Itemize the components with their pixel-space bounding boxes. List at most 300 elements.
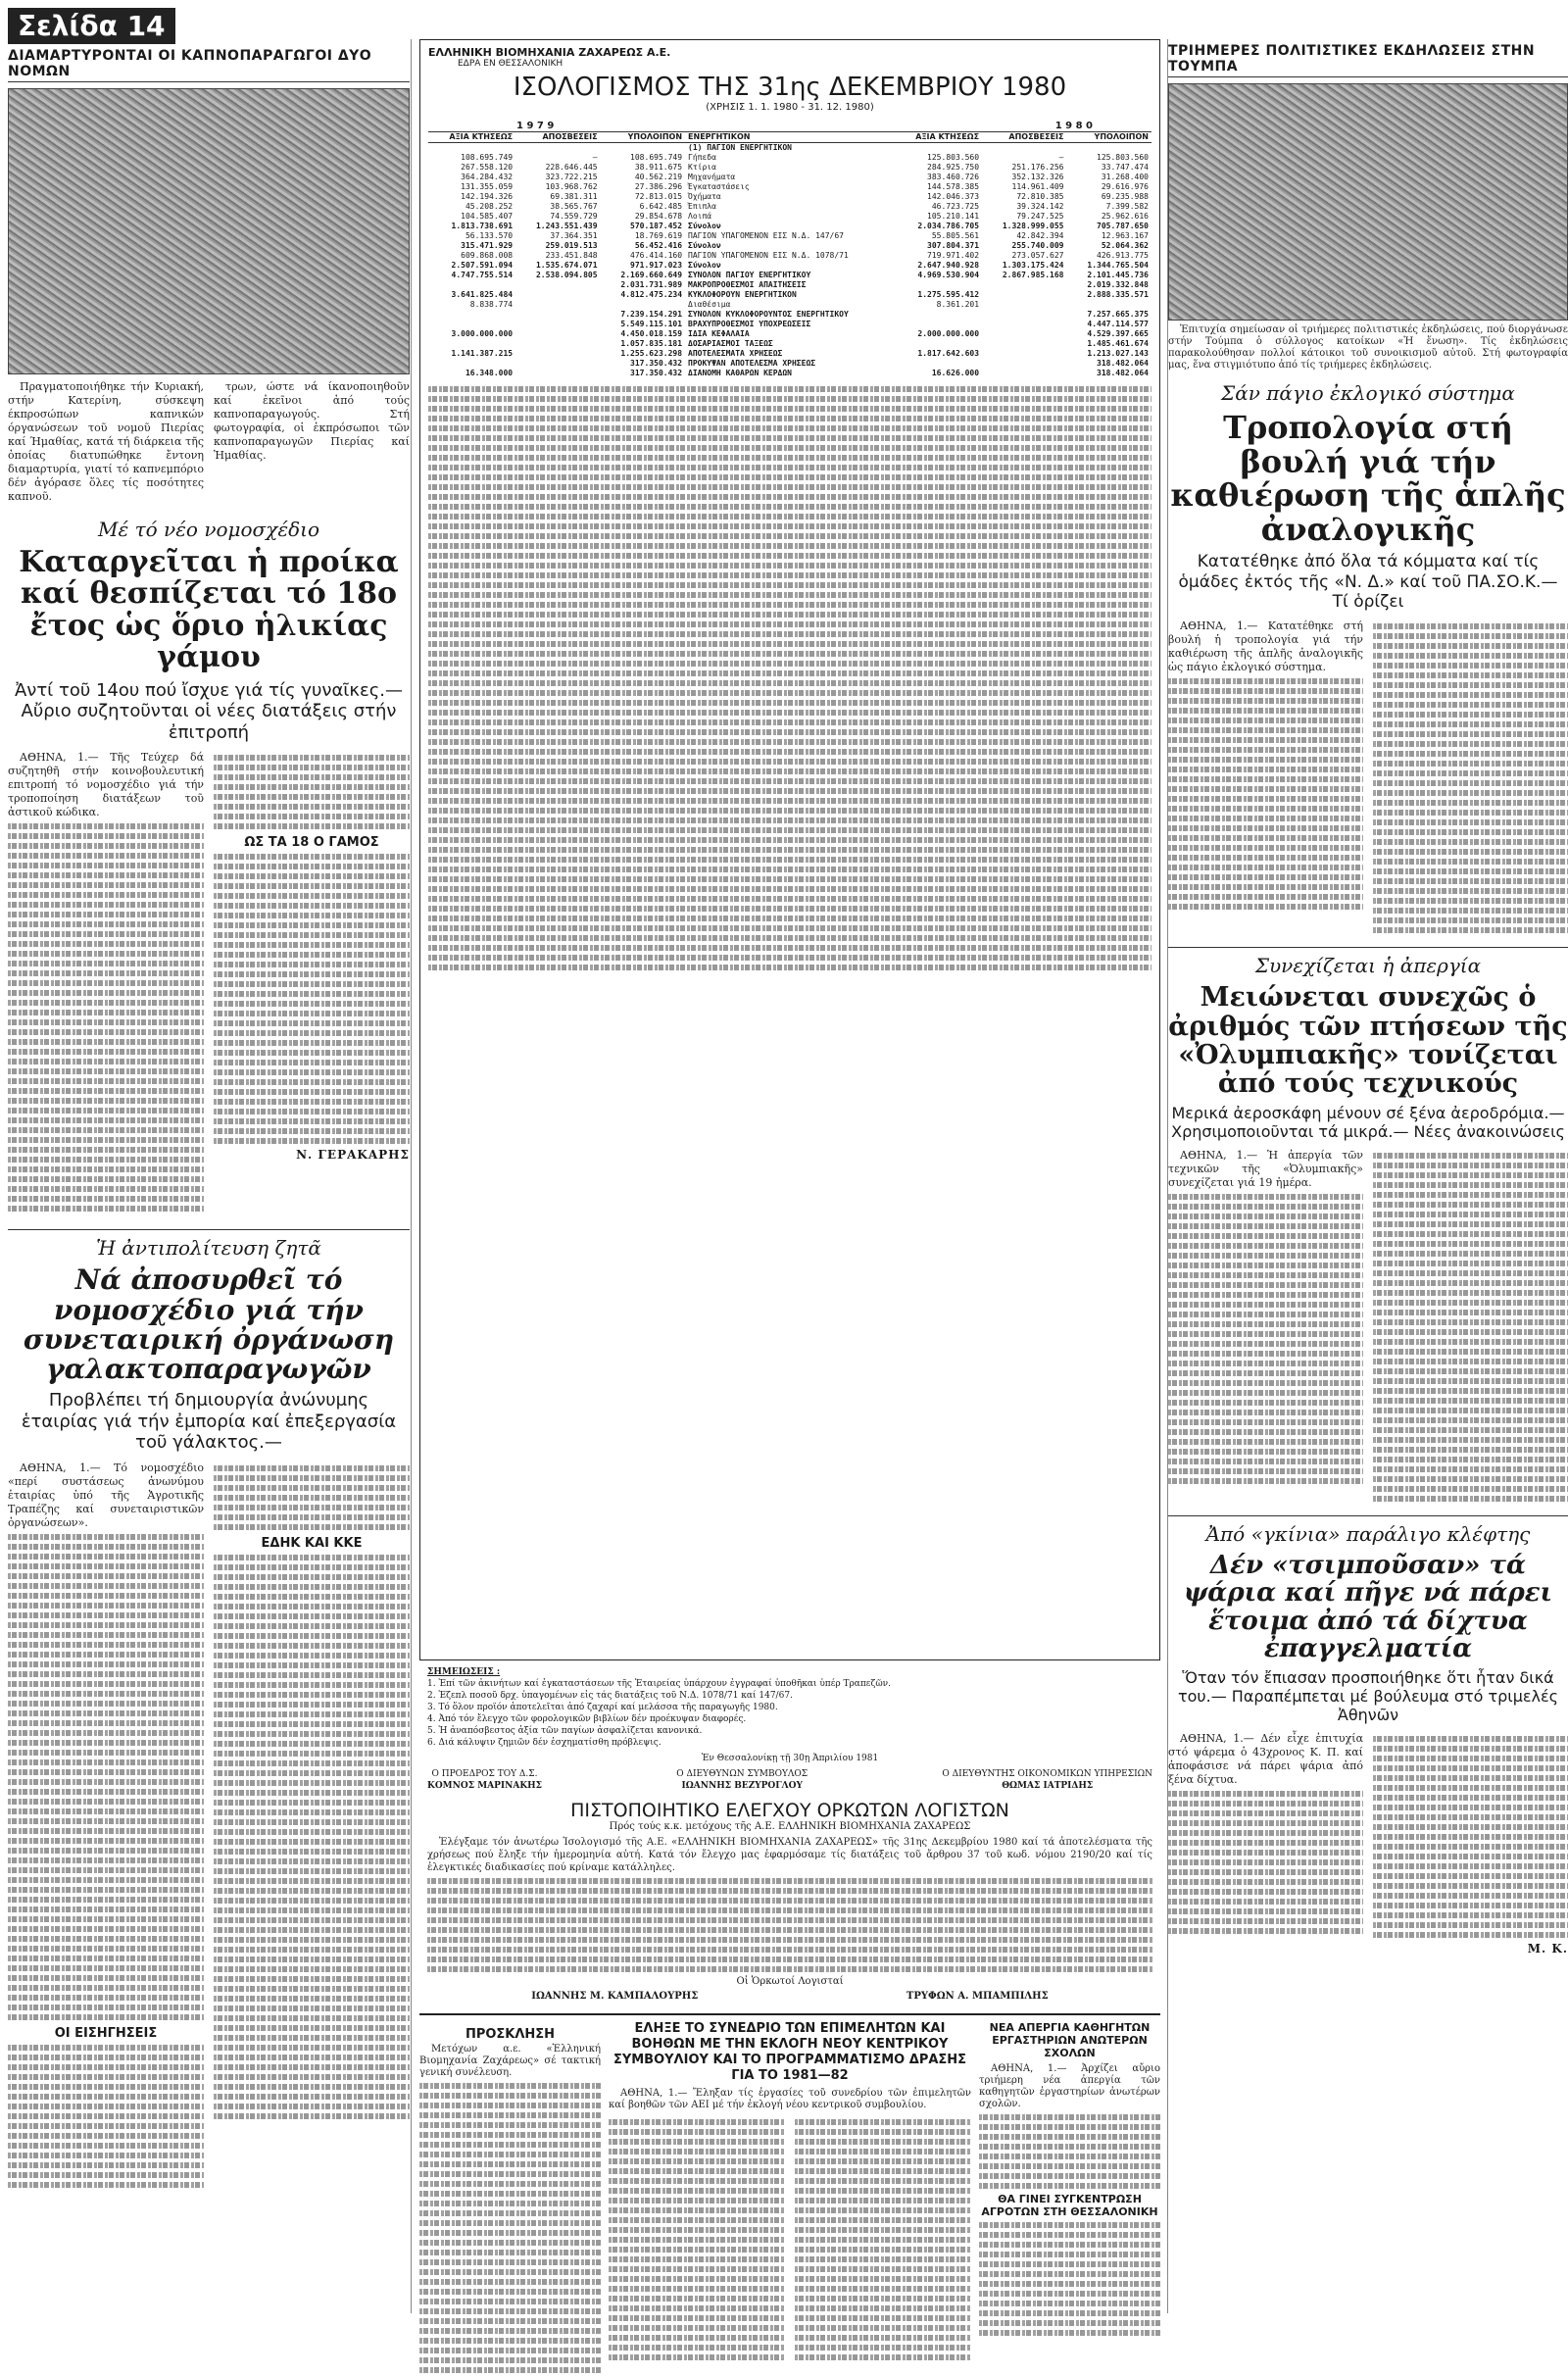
dairy-text-block-4 bbox=[8, 2045, 204, 2188]
bs-cell-value: 719.971.402 bbox=[927, 251, 980, 260]
bs-cell-value: 233.451.848 bbox=[545, 251, 598, 260]
bs-row bbox=[428, 280, 1152, 290]
dairy-subsection-reports: ΟΙ ΕΙΣΗΓΗΣΕΙΣ bbox=[54, 2026, 158, 2042]
bs-row bbox=[428, 222, 1152, 231]
signer-block bbox=[942, 1768, 1152, 1792]
bs-cell-value: 46.723.725 bbox=[931, 202, 980, 211]
bs-cell-value: 2.101.445.736 bbox=[1087, 271, 1149, 279]
bs-cell-value: 383.460.726 bbox=[927, 173, 980, 181]
bs-cell-value bbox=[895, 320, 982, 329]
bs-row bbox=[428, 163, 1152, 173]
bs-col-header: ΕΝΕΡΓΗΤΙΚΟΝ bbox=[688, 132, 751, 141]
bs-cell-value: 72.813.015 bbox=[634, 192, 683, 201]
tobacco-story-text: Πραγματοποιήθηκε τήν Κυριακή, στήν Κατερίνη, σύσκεψη έκπροσώπων καπνικών όργανώσεων τοῦ νομοῦ Πιερίας καί Ήμαθίας, κατά τή διάρκεια τῆς ὁποίας διατυπώθηκε ἔντονη διαμαρτυρία, γιατί τό καπνεμπόριο δέν ἀγόρασε ὅλες τίς ποσότητες καπνοῦ. bbox=[8, 380, 204, 503]
dairy-headline: Νά ἀποσυρθεῖ τό νομοσχέδιο γιά τήν συνεταιρική ὀργάνωση γαλακτοπαραγωγῶν bbox=[23, 1263, 395, 1386]
cert-text-block bbox=[427, 1878, 1152, 1972]
bs-row bbox=[428, 173, 1152, 182]
bs-cell-value: 2.000.000.000 bbox=[917, 329, 980, 338]
tobacco-story-text-2: τρων, ώστε νά ίκανοποιηθοῦν καί ἐκεῖνοι ἀπό τούς καπνοπαραγωγούς. Στή φωτογραφία, οἱ ἐκπρόσωποι τῶν καπνοπαραγωγῶν Πιερίας καί Ἠμαθίας. bbox=[214, 380, 410, 462]
bs-cell-value: 142.194.326 bbox=[461, 192, 514, 201]
bs-cell-value: 25.962.616 bbox=[1101, 212, 1149, 221]
olympic-text-block-1 bbox=[1168, 1194, 1363, 1484]
toumpa-kicker: ΤΡΙΗΜΕΡΕΣ ΠΟΛΙΤΙΣΤΙΚΕΣ ΕΚΔΗΛΩΣΕΙΣ ΣΤΗΝ ΤΟΥΜΠΑ bbox=[1168, 43, 1568, 77]
strike-title: ΝΕΑ ΑΠΕΡΓΙΑ ΚΑΘΗΓΗΤΩΝ ΕΡΓΑΣΤΗΡΙΩΝ ΑΝΩΤΕΡΩΝ ΣΧΟΛΩΝ bbox=[989, 2021, 1151, 2059]
signer-name: ΚΟΜΝΟΣ ΜΑΡΙΝΑΚΗΣ bbox=[427, 1781, 543, 1791]
notes-title: ΣΗΜΕΙΩΣΕΙΣ : bbox=[427, 1667, 501, 1677]
bs-row bbox=[428, 349, 1152, 359]
bs-row bbox=[428, 290, 1152, 300]
tobacco-growers-photo bbox=[8, 88, 410, 374]
bs-row-label: Ἐγκαταστάσεις bbox=[688, 182, 750, 191]
bs-cell-value: 3.641.825.484 bbox=[451, 290, 514, 299]
bs-col-header: ΑΞΙΑ ΚΤΗΣΕΩΣ bbox=[915, 132, 980, 141]
bs-cell-value: 12.963.167 bbox=[1101, 231, 1149, 240]
olympic-overline: Συνεχίζεται ἡ ἀπεργία bbox=[1168, 947, 1568, 977]
dowry-text-block-3 bbox=[214, 854, 410, 1144]
bs-row-label: Διαθέσιμα bbox=[688, 300, 731, 309]
fishing-headline: Δέν «τσιμποῦσαν» τά ψάρια καί πῆγε νά πάρει ἕτοιμα ἀπό τά δίχτυα ἐπαγγελματία bbox=[1183, 1551, 1553, 1663]
bs-cell-value: 317.350.432 bbox=[630, 359, 683, 368]
note-item: 3. Τό ὅλον προϊόν ἀποτελεῖται ἀπό ζαχαρί καί μελάσσα τῆς παραγωγῆς 1980. bbox=[427, 1703, 778, 1712]
bs-row-label: ΔΙΑΝΟΜΗ ΚΑΘΑΡΩΝ ΚΕΡΔΩΝ bbox=[688, 369, 792, 377]
dairy-text-block-3 bbox=[214, 1555, 410, 2119]
signer-role: Ο ΔΙΕΥΘΥΝΤΗΣ ΟΙΚΟΝΟΜΙΚΩΝ ΥΠΗΡΕΣΙΩΝ bbox=[942, 1769, 1152, 1779]
bs-cell-value: 1.275.595.412 bbox=[917, 290, 980, 299]
bs-cell-value bbox=[895, 359, 982, 369]
dairy-subhead: Προβλέπει τή δημιουργία ἀνώνυμης ἑταιρίας γιά τήν ἐμπορία καί ἐπεξεργασία τοῦ γάλακτος.— bbox=[21, 1390, 397, 1454]
note-item: 4. Ἀπό τόν ἔλεγχο τῶν φορολογικῶν βιβλίων δέν προέκυψαν διαφορές. bbox=[427, 1714, 747, 1724]
bs-cell-value: 273.057.627 bbox=[1011, 251, 1064, 260]
bs-cell-value: 33.747.474 bbox=[1101, 163, 1149, 172]
bs-cell-value bbox=[515, 339, 600, 349]
bs-cell-value: 29.854.678 bbox=[634, 212, 683, 221]
bs-cell-value bbox=[515, 280, 600, 290]
bs-cell-value: 1.344.765.504 bbox=[1087, 261, 1149, 270]
bs-row-label: ΠΑΓΙΟΝ ΥΠΑΓΟΜΕΝΟΝ ΕΙΣ Ν.Δ. 147/67 bbox=[688, 231, 844, 240]
bs-cell-value: 317.350.432 bbox=[630, 369, 683, 377]
bs-cell-value: 37.364.351 bbox=[550, 231, 598, 240]
year-curr-label: 1 9 8 0 bbox=[1054, 121, 1093, 131]
bs-cell-value: — bbox=[1058, 153, 1064, 162]
auditor-2: ΤΡΥΦΩΝ Α. ΜΠΑΜΠΙΛΗΣ bbox=[906, 1991, 1049, 2002]
dowry-overline: Μέ τό νέο νομοσχέδιο bbox=[98, 518, 319, 541]
fiscal-period: (ΧΡΗΣΙΣ 1. 1. 1980 - 31. 12. 1980) bbox=[706, 102, 874, 113]
notes-list bbox=[427, 1678, 1152, 1749]
bs-cell-value: 72.810.385 bbox=[1016, 192, 1064, 201]
note-item: 5. Ἡ ἀναπόσβεστος ἀξία τῶν παγίων ἀσφαλίζεται κανονικά. bbox=[427, 1726, 703, 1736]
bs-cell-value: 38.911.675 bbox=[634, 163, 683, 172]
cert-signoff: Οἱ Ὁρκωτοί Λογισταί bbox=[736, 1976, 844, 1987]
bs-cell-value: 5.549.115.101 bbox=[620, 320, 683, 328]
cert-subtitle: Πρός τούς κ.κ. μετόχους τῆς Α.Ε. ΕΛΛΗΝΙΚΗ ΒΙΟΜΗΧΑΝΙΑ ΖΑΧΑΡΕΩΣ bbox=[609, 1821, 971, 1832]
bs-cell-value: 108.695.749 bbox=[630, 153, 683, 162]
auditors-certificate bbox=[427, 1800, 1152, 2002]
dairy-text-block-2 bbox=[214, 1465, 410, 1530]
bs-cell-value: 2.507.591.094 bbox=[451, 261, 514, 270]
signer-role: Ο ΔΙΕΥΘΥΝΩΝ ΣΥΜΒΟΥΛΟΣ bbox=[676, 1769, 808, 1779]
fishing-text-block-1 bbox=[1168, 1791, 1363, 1934]
cert-title: ΠΙΣΤΟΠΟΙΗΤΙΚΟ ΕΛΕΓΧΟΥ ΟΡΚΩΤΩΝ ΛΟΓΙΣΤΩΝ bbox=[570, 1800, 1009, 1821]
balance-notes bbox=[427, 1666, 1152, 1792]
bs-cell-value: 42.842.394 bbox=[1016, 231, 1064, 240]
bs-cell-value bbox=[601, 300, 685, 310]
brief-strike bbox=[979, 2021, 1160, 2377]
bs-cell-value: 4.450.018.159 bbox=[620, 329, 683, 338]
story-kicker-tobacco: ΔΙΑΜΑΡΤΥΡΟΝΤΑΙ ΟΙ ΚΑΠΝΟΠΑΡΑΓΩΓΟΙ ΔΥΟ ΝΟΜΩΝ bbox=[8, 48, 410, 82]
page-number-tag: Σελίδα 14 bbox=[8, 8, 175, 44]
signer-name: ΘΩΜΑΣ ΙΑΤΡΙΔΗΣ bbox=[1002, 1781, 1094, 1791]
signer-block bbox=[427, 1768, 542, 1792]
bs-row-label: Μηχανήματα bbox=[688, 173, 736, 181]
bs-row bbox=[428, 339, 1152, 349]
brief-invitation bbox=[419, 2021, 601, 2377]
bs-cell-value: 31.268.400 bbox=[1101, 173, 1149, 181]
bs-cell-value: 4.529.397.665 bbox=[1087, 329, 1149, 338]
election-dateline: ΑΘΗΝΑ, 1.— Κατατέθηκε στή βουλή ἡ τροπολογία γιά τήν καθιέρωση τῆς ἁπλῆς ἀναλογικῆς ὡς πάγιο ἐκλογικό σύστημα. bbox=[1168, 619, 1363, 674]
balance-sheet-title: ΙΣΟΛΟΓΙΣΜΟΣ ΤΗΣ 31ης ΔΕΚΕΜΒΡΙΟΥ 1980 bbox=[513, 73, 1067, 102]
dairy-overline: Ἡ ἀντιπολίτευση ζητᾶ bbox=[8, 1229, 410, 1260]
bs-row-label: Σύνολον bbox=[688, 261, 721, 270]
farmers-text-block bbox=[979, 2222, 1160, 2336]
bs-cell-value bbox=[895, 339, 982, 349]
cert-body: Ἐλέγξαμε τόν ἀνωτέρω Ἰσολογισμό τῆς Α.Ε. «ΕΛΛΗΝΙΚΗ ΒΙΟΜΗΧΑΝΙΑ ΖΑΧΑΡΕΩΣ» τῆς 31ης Δεκεμβρίου 1980 καί τά ἀποτελέσματα τῆς χρήσεως πού ἔληξε τήν ἡμερομηνία αὐτή. Κατά τόν ἔλεγχο μας ἐφαρμόσαμε τίς διατάξεις τοῦ ἄρθρου 37 τοῦ κωδ. νόμου 2190/20 καί τίς ἐλεγκτικές διαδικασίες πού κρίναμε κατάλληλες. bbox=[427, 1837, 1152, 1873]
bs-cell-value bbox=[428, 310, 515, 320]
bs-row-label: Κτίρια bbox=[688, 163, 716, 172]
bs-cell-value: 131.355.059 bbox=[461, 182, 514, 191]
bs-cell-value: 3.000.000.000 bbox=[451, 329, 514, 338]
bs-cell-value: 2.031.731.989 bbox=[620, 280, 683, 289]
brief-congress bbox=[609, 2021, 971, 2377]
bs-cell-value: 4.447.114.577 bbox=[1087, 320, 1149, 328]
bs-row bbox=[428, 271, 1152, 280]
bs-cell-value: 259.019.513 bbox=[545, 241, 598, 250]
auditor-1: ΙΩΑΝΝΗΣ Μ. ΚΑΜΠΑΛΟΥΡΗΣ bbox=[531, 1991, 699, 2002]
election-headline: Τροπολογία στή βουλή γιά τήν καθιέρωση τῆς ἁπλῆς ἀναλογικῆς bbox=[1170, 409, 1566, 548]
bs-row-label: Ὀχήματα bbox=[688, 192, 721, 201]
olympic-subhead: Μερικά ἀεροσκάφη μένουν σέ ξένα ἀεροδρόμια.— Χρησιμοποιοῦνται τά μικρά.— Νέες ἀνακοινώσεις bbox=[1171, 1103, 1565, 1142]
bs-col-header: ΥΠΟΛΟΙΠΟΝ bbox=[627, 132, 683, 141]
dairy-text-block bbox=[8, 1534, 204, 2020]
bs-cell-value: 2.647.940.928 bbox=[917, 261, 980, 270]
fishing-subhead: Ὅταν τόν ἔπιασαν προσποιήθηκε ὅτι ἦταν δικά του.— Παραπέμπεται μέ βούλευμα στό τριμελές Ἀθηνῶν bbox=[1177, 1667, 1559, 1725]
invitation-title: ΠΡΟΣΚΛΗΣΗ bbox=[465, 2027, 556, 2042]
bs-cell-value bbox=[982, 290, 1066, 300]
bs-cell-value: 1.057.835.181 bbox=[620, 339, 683, 348]
bs-row-label: Σύνολον bbox=[688, 222, 721, 230]
toumpa-crowd-photo bbox=[1168, 83, 1568, 321]
bs-cell-value: 1.303.175.424 bbox=[1002, 261, 1064, 270]
bs-row-label: ΣΥΝΟΛΟΝ ΚΥΚΛΟΦΟΡΟΥΝΤΟΣ ΕΝΕΡΓΗΤΙΚΟΥ bbox=[688, 310, 849, 319]
bs-cell-value: 2.538.094.805 bbox=[535, 271, 598, 279]
dairy-dateline: ΑΘΗΝΑ, 1.— Τό νομοσχέδιο «περί συστάσεως ἀνωνύμου ἑταιρίας ὑπό τῆς Ἀγροτικῆς Τραπέζης καί συνεταιριστικῶν ὀργανώσεων». bbox=[8, 1461, 204, 1530]
bs-cell-value bbox=[515, 143, 600, 154]
election-text-block-1 bbox=[1168, 678, 1363, 910]
bs-cell-value bbox=[1066, 143, 1152, 154]
bs-cell-value bbox=[515, 349, 600, 359]
balance-sheet-table bbox=[428, 131, 1152, 378]
bs-cell-value bbox=[895, 143, 982, 154]
bs-cell-value bbox=[982, 359, 1066, 369]
olympic-headline: Μειώνεται συνεχῶς ὁ ἀριθμός τῶν πτήσεων τῆς «Ὀλυμπιακῆς» τονίζεται ἀπό τούς τεχνικούς bbox=[1168, 982, 1568, 1099]
bs-cell-value bbox=[428, 339, 515, 349]
bs-cell-value: 1.243.551.439 bbox=[535, 222, 598, 230]
bs-cell-value: 125.803.560 bbox=[1097, 153, 1149, 162]
bs-cell-value: 2.034.786.705 bbox=[917, 222, 980, 230]
signer-role: Ο ΠΡΟΕΔΡΟΣ ΤΟΥ Δ.Σ. bbox=[431, 1769, 538, 1779]
bs-cell-value: 1.141.387.215 bbox=[451, 349, 514, 358]
bs-col-header: ΥΠΟΛΟΙΠΟΝ bbox=[1094, 132, 1149, 141]
congress-text: ΑΘΗΝΑ, 1.— Ἔληξαν τίς ἐργασίες τοῦ συνεδρίου τῶν ἐπιμελητῶν καί βοηθῶν τῶν ΑΕΙ μέ τήν ἐκλογή νέου κεντρικοῦ συμβουλίου. bbox=[609, 2088, 971, 2110]
balance-sheet-detail-lines bbox=[428, 386, 1152, 970]
bs-row bbox=[428, 153, 1152, 163]
bs-cell-value: 570.187.452 bbox=[630, 222, 683, 230]
bs-cell-value: 55.805.561 bbox=[931, 231, 980, 240]
bs-row bbox=[428, 359, 1152, 369]
bs-cell-value bbox=[515, 329, 600, 339]
bs-cell-value bbox=[428, 320, 515, 329]
bs-cell-value: 1.485.461.674 bbox=[1087, 339, 1149, 348]
company-seat: ΕΔΡΑ ΕΝ ΘΕΣΣΑΛΟΝΙΚΗ bbox=[458, 59, 564, 69]
bs-cell-value bbox=[515, 359, 600, 369]
bs-cell-value: 284.925.750 bbox=[927, 163, 980, 172]
bs-cell-value: 7.257.665.375 bbox=[1087, 310, 1149, 319]
bs-cell-value: 8.361.201 bbox=[936, 300, 980, 309]
bs-cell-value: 16.626.000 bbox=[931, 369, 980, 377]
tobacco-story-body bbox=[8, 380, 410, 508]
signer-block bbox=[676, 1768, 808, 1792]
bs-cell-value: 74.559.729 bbox=[550, 212, 598, 221]
bs-cell-value: 1.328.999.055 bbox=[1002, 222, 1064, 230]
bs-col-header: ΑΠΟΣΒΕΣΕΙΣ bbox=[542, 132, 598, 141]
election-overline: Σάν πάγιο ἐκλογικό σύστημα bbox=[1221, 381, 1515, 405]
bs-cell-value bbox=[601, 143, 685, 154]
bs-cell-value: 2.888.335.571 bbox=[1087, 290, 1149, 299]
bs-cell-value: 105.210.141 bbox=[927, 212, 980, 221]
left-column bbox=[8, 0, 410, 2192]
bs-cell-value bbox=[895, 310, 982, 320]
congress-title: ΕΛΗΞΕ ΤΟ ΣΥΝΕΔΡΙΟ ΤΩΝ ΕΠΙΜΕΛΗΤΩΝ ΚΑΙ ΒΟΗΘΩΝ ΜΕ ΤΗΝ ΕΚΛΟΓΗ ΝΕΟΥ ΚΕΝΤΡΙΚΟΥ ΣΥΜΒΟΥΛΙΟΥ ΚΑΙ ΤΟ ΠΡΟΓΡΑΜΜΑΤΙΣΜΟ ΔΡΑΣΗΣ ΓΙΑ ΤΟ 1981—82 bbox=[612, 2021, 967, 2083]
bs-col-header: ΑΠΟΣΒΕΣΕΙΣ bbox=[1008, 132, 1064, 141]
dowry-byline: Ν. ΓΕΡΑΚΑΡΗΣ bbox=[296, 1148, 410, 1163]
balance-sheet-header-row bbox=[428, 132, 1152, 143]
bs-cell-value: 103.968.762 bbox=[545, 182, 598, 191]
fishing-dateline: ΑΘΗΝΑ, 1.— Δέν εἶχε ἐπιτυχία στό ψάρεμα ὁ 43χρονος Κ. Π. καί ἀποφάσισε νά πάρει ψάρια ἀπό ξένα δίχτυα. bbox=[1168, 1732, 1363, 1787]
bs-cell-value: 307.804.371 bbox=[927, 241, 980, 250]
dairy-story-body bbox=[8, 1461, 410, 2192]
bs-cell-value: 318.482.064 bbox=[1097, 359, 1149, 368]
bs-row-label: ΙΔΙΑ ΚΕΦΑΛΑΙΑ bbox=[688, 329, 750, 338]
bs-cell-value: 323.722.215 bbox=[545, 173, 598, 181]
bs-cell-value: 56.452.416 bbox=[634, 241, 683, 250]
dowry-story-body bbox=[8, 751, 410, 1215]
invitation-text-block bbox=[419, 2083, 601, 2373]
bs-cell-value: 16.348.000 bbox=[465, 369, 514, 377]
dowry-text-block bbox=[8, 823, 204, 1212]
bs-cell-value: 2.019.332.848 bbox=[1087, 280, 1149, 289]
invitation-text: Μετόχων α.ε. «Ἑλληνική Βιομηχανία Ζαχάρεως» σέ τακτική γενική συνέλευση. bbox=[419, 2044, 601, 2078]
bs-cell-value: 2.169.660.649 bbox=[620, 271, 683, 279]
bs-cell-value: 7.399.582 bbox=[1105, 202, 1149, 211]
fishing-text-block-2 bbox=[1373, 1736, 1568, 1938]
bs-cell-value: 79.247.525 bbox=[1016, 212, 1064, 221]
bs-cell-value: 18.769.619 bbox=[634, 231, 683, 240]
bs-cell-value: 104.585.407 bbox=[461, 212, 514, 221]
bs-cell-value bbox=[515, 300, 600, 310]
fishing-byline: Μ. Κ. bbox=[1527, 1942, 1568, 1956]
bs-row bbox=[428, 231, 1152, 241]
bs-row-label: Λοιπά bbox=[688, 212, 712, 221]
olympic-dateline: ΑΘΗΝΑ, 1.— Ἡ ἀπεργία τῶν τεχνικῶν τῆς «Ὀλυμπιακῆς» συνεχίζεται γιά 19 ἡμέρα. bbox=[1168, 1149, 1363, 1190]
bs-row-label: Ἐπιπλα bbox=[688, 202, 716, 211]
balance-sheet-advert bbox=[412, 0, 1168, 2377]
bs-cell-value bbox=[982, 329, 1066, 339]
bs-row bbox=[428, 251, 1152, 261]
bs-cell-value: 4.812.475.234 bbox=[620, 290, 683, 299]
bs-cell-value: 251.176.256 bbox=[1011, 163, 1064, 172]
bs-cell-value bbox=[428, 143, 515, 154]
election-text-block-2 bbox=[1373, 619, 1568, 937]
year-prev-label: 1 9 7 9 bbox=[516, 121, 555, 131]
bs-cell-value: 609.868.008 bbox=[461, 251, 514, 260]
bs-cell-value: 38.565.767 bbox=[550, 202, 598, 211]
bs-row bbox=[428, 261, 1152, 271]
bs-cell-value: 352.132.326 bbox=[1011, 173, 1064, 181]
signer-name: ΙΩΑΝΝΗΣ ΒΕΖΥΡΟΓΛΟΥ bbox=[681, 1781, 803, 1791]
bs-cell-value: 267.558.120 bbox=[461, 163, 514, 172]
bs-row bbox=[428, 143, 1152, 154]
note-item: 6. Διά κάλυψιν ζημιῶν δέν ἐσχηματίσθη πρόβλεψις. bbox=[427, 1738, 662, 1748]
bs-cell-value: 142.046.373 bbox=[927, 192, 980, 201]
bs-cell-value: 426.913.775 bbox=[1097, 251, 1149, 260]
bs-row-label: ΣΥΝΟΛΟΝ ΠΑΓΙΟΥ ΕΝΕΡΓΗΤΙΚΟΥ bbox=[688, 271, 811, 279]
bs-row bbox=[428, 369, 1152, 378]
bs-cell-value: 1.255.623.298 bbox=[620, 349, 683, 358]
bs-cell-value: 705.787.650 bbox=[1097, 222, 1149, 230]
dowry-dateline: ΑΘΗΝΑ, 1.— Τῆς Τεύχερ δά συζητηθῆ στήν κοινοβουλευτική επιτροπή τό νομοσχέδιο γιά τήν τροποποίηση διατάξεων τοῦ ἀστικοῦ κώδικα. bbox=[8, 751, 204, 819]
dowry-subsection-title: ΩΣ ΤΑ 18 Ο ΓΑΜΟΣ bbox=[244, 835, 379, 851]
bs-cell-value: 318.482.064 bbox=[1097, 369, 1149, 377]
bs-row bbox=[428, 202, 1152, 212]
toumpa-photo-caption: Ἐπιτυχία σημείωσαν οἱ τριήμερες πολιτιστικές ἐκδηλώσεις, πού διοργάνωσε στήν Τούμπα ὁ σύλλογος κατοίκων «Ἡ ἕνωση». Τίς ἐκδηλώσεις παρακολούθησαν πολλοί κάτοικοι τοῦ συνοικισμοῦ αὐτοῦ. Στή φωτογραφία μας, ἕνα στιγμιότυπο ἀπό τίς τριήμερες ἐκδηλώσεις. bbox=[1168, 324, 1568, 371]
bs-cell-value bbox=[982, 310, 1066, 320]
bs-cell-value bbox=[515, 320, 600, 329]
bs-row-label: ΑΠΟΤΕΛΕΣΜΑΤΑ ΧΡΗΣΕΩΣ bbox=[688, 349, 783, 358]
bs-row bbox=[428, 300, 1152, 310]
bs-cell-value bbox=[982, 300, 1066, 310]
bs-cell-value: 45.208.252 bbox=[465, 202, 514, 211]
bs-cell-value bbox=[515, 369, 600, 378]
bs-cell-value: 1.535.674.071 bbox=[535, 261, 598, 270]
congress-text-block-1 bbox=[609, 2115, 785, 2364]
bs-cell-value: 1.817.642.603 bbox=[917, 349, 980, 358]
bs-row-label: ΠΡΟΚΥΨΑΝ ΑΠΟΤΕΛΕΣΜΑ ΧΡΗΣΕΩΣ bbox=[688, 359, 816, 368]
bs-cell-value: 29.616.976 bbox=[1101, 182, 1149, 191]
signed-place: Ἐν Θεσσαλονίκῃ τῇ 30ῃ Ἀπριλίου 1981 bbox=[701, 1754, 879, 1763]
bs-cell-value: 971.917.023 bbox=[630, 261, 683, 270]
bs-row bbox=[428, 241, 1152, 251]
bs-cell-value: 27.386.296 bbox=[634, 182, 683, 191]
bs-cell-value bbox=[428, 280, 515, 290]
dairy-subsection-parties: ΕΔΗΚ ΚΑΙ ΚΚΕ bbox=[261, 1536, 363, 1552]
bs-cell-value: 476.414.160 bbox=[630, 251, 683, 260]
bs-row-label: ΔΟΣΑΡΙΑΣΜΟΙ ΤΑΞΕΩΣ bbox=[688, 339, 773, 348]
bs-cell-value bbox=[982, 143, 1066, 154]
bs-cell-value bbox=[982, 369, 1066, 378]
bs-cell-value: 56.133.570 bbox=[465, 231, 514, 240]
bs-col-header: ΑΞΙΑ ΚΤΗΣΕΩΣ bbox=[449, 132, 514, 141]
bs-cell-value: 1.213.027.143 bbox=[1087, 349, 1149, 358]
bs-cell-value: 69.381.311 bbox=[550, 192, 598, 201]
bs-row bbox=[428, 329, 1152, 339]
bs-row bbox=[428, 320, 1152, 329]
right-column bbox=[1168, 0, 1568, 1956]
bs-cell-value: 125.803.560 bbox=[927, 153, 980, 162]
bs-cell-value: 228.646.445 bbox=[545, 163, 598, 172]
bs-cell-value: 40.562.219 bbox=[634, 173, 683, 181]
bs-cell-value bbox=[895, 280, 982, 290]
strike-text-block bbox=[979, 2114, 1160, 2189]
bs-cell-value: 144.578.385 bbox=[927, 182, 980, 191]
bs-row bbox=[428, 182, 1152, 192]
bs-row bbox=[428, 310, 1152, 320]
bs-cell-value bbox=[515, 310, 600, 320]
bs-cell-value: — bbox=[592, 153, 598, 162]
bs-row-label: ΠΑΓΙΟΝ ΥΠΑΓΟΜΕΝΟΝ ΕΙΣ Ν.Δ. 1078/71 bbox=[688, 251, 849, 260]
bs-cell-value: 6.642.485 bbox=[639, 202, 683, 211]
bs-cell-value: 7.239.154.291 bbox=[620, 310, 683, 319]
dowry-subhead: Ἀντί τοῦ 14ου πού ἴσχυε γιά τίς γυναῖκες.— Αὔριο συζητοῦνται οἱ νέες διατάξεις στήν ἐπιτροπή bbox=[14, 679, 404, 743]
bs-cell-value bbox=[515, 290, 600, 300]
note-item: 2. Ἐζεπλ ποσοῦ δρχ. ὑπαγομένων εἰς τάς διατάξεις τοῦ Ν.Δ. 1078/71 καί 147/67. bbox=[427, 1691, 793, 1701]
bs-row-label: ΜΑΚΡΟΠΡΟΘΕΣΜΟΙ ΑΠΑΙΤΗΣΕΙΣ bbox=[688, 280, 807, 289]
bs-cell-value bbox=[982, 280, 1066, 290]
bs-row-label: Σύνολον bbox=[688, 241, 721, 250]
bs-row-label: Γήπεδα bbox=[688, 153, 716, 162]
balance-sheet-body bbox=[428, 143, 1152, 379]
bs-cell-value bbox=[428, 359, 515, 369]
bs-cell-value: 255.740.009 bbox=[1011, 241, 1064, 250]
bs-cell-value: 1.813.738.691 bbox=[451, 222, 514, 230]
bs-cell-value: 52.064.362 bbox=[1101, 241, 1149, 250]
farmers-title: ΘΑ ΓΙΝΕΙ ΣΥΓΚΕΝΤΡΩΣΗ ΑΓΡΟΤΩΝ ΣΤΗ ΘΕΣΣΑΛΟΝΙΚΗ bbox=[981, 2193, 1158, 2218]
bottom-briefs bbox=[419, 2013, 1160, 2377]
bs-row bbox=[428, 212, 1152, 222]
bs-row-label: ΒΡΑΧΥΠΡΟΘΕΣΜΟΙ ΥΠΟΧΡΕΩΣΕΙΣ bbox=[688, 320, 811, 328]
dowry-text-block-2 bbox=[214, 755, 410, 829]
election-subhead: Κατατέθηκε ἀπό ὅλα τά κόμματα καί τίς ὁμάδες ἐκτός τῆς «Ν. Δ.» καί τοῦ ΠΑ.ΣΟ.Κ.— Τί ὁρίζει bbox=[1178, 552, 1558, 612]
congress-text-block-2 bbox=[795, 2115, 971, 2364]
dowry-headline: Καταργεῖται ἡ προίκα καί θεσπίζεται τό 18ο ἔτος ὡς ὅριο ἡλικίας γάμου bbox=[19, 545, 399, 675]
bs-cell-value bbox=[982, 349, 1066, 359]
bs-cell-value bbox=[982, 320, 1066, 329]
bs-cell-value: 8.838.774 bbox=[469, 300, 514, 309]
bs-row-label: ΚΥΚΛΟΦΟΡΟΥΝ ΕΝΕΡΓΗΤΙΚΟΝ bbox=[688, 290, 797, 299]
balance-sheet-box bbox=[419, 39, 1160, 1660]
bs-cell-value: 2.867.985.168 bbox=[1002, 271, 1064, 279]
olympic-text-block-2 bbox=[1373, 1149, 1568, 1506]
company-name: ΕΛΛΗΝΙΚΗ ΒΙΟΜΗΧΑΝΙΑ ΖΑΧΑΡΕΩΣ Α.Ε. bbox=[428, 46, 671, 59]
note-item: 1. Ἐπί τῶν ἀκινήτων καί ἐγκαταστάσεων τῆς Ἑταιρείας ὑπάρχουν ἐγγραφαί ὑποθῆκαι ὑπέρ Τραπεζῶν. bbox=[427, 1679, 892, 1689]
bs-cell-value bbox=[1066, 300, 1152, 310]
bs-cell-value: 315.471.929 bbox=[461, 241, 514, 250]
bs-cell-value: 39.324.142 bbox=[1016, 202, 1064, 211]
fishing-overline: Ἀπό «γκίνια» παράλιγο κλέφτης bbox=[1168, 1515, 1568, 1546]
bs-cell-value: 364.284.432 bbox=[461, 173, 514, 181]
strike-text: ΑΘΗΝΑ, 1.— Ἀρχίζει αὔριο τριήμερη νέα ἀπεργία τῶν καθηγητῶν ἐργαστηρίων ἀνωτέρων σχολῶν. bbox=[979, 2063, 1160, 2109]
bs-cell-value: 4.969.530.904 bbox=[917, 271, 980, 279]
bs-row-label: (1) ΠΑΓΙΟΝ ΕΝΕΡΓΗΤΙΚΟΝ bbox=[688, 143, 792, 152]
bs-cell-value bbox=[982, 339, 1066, 349]
